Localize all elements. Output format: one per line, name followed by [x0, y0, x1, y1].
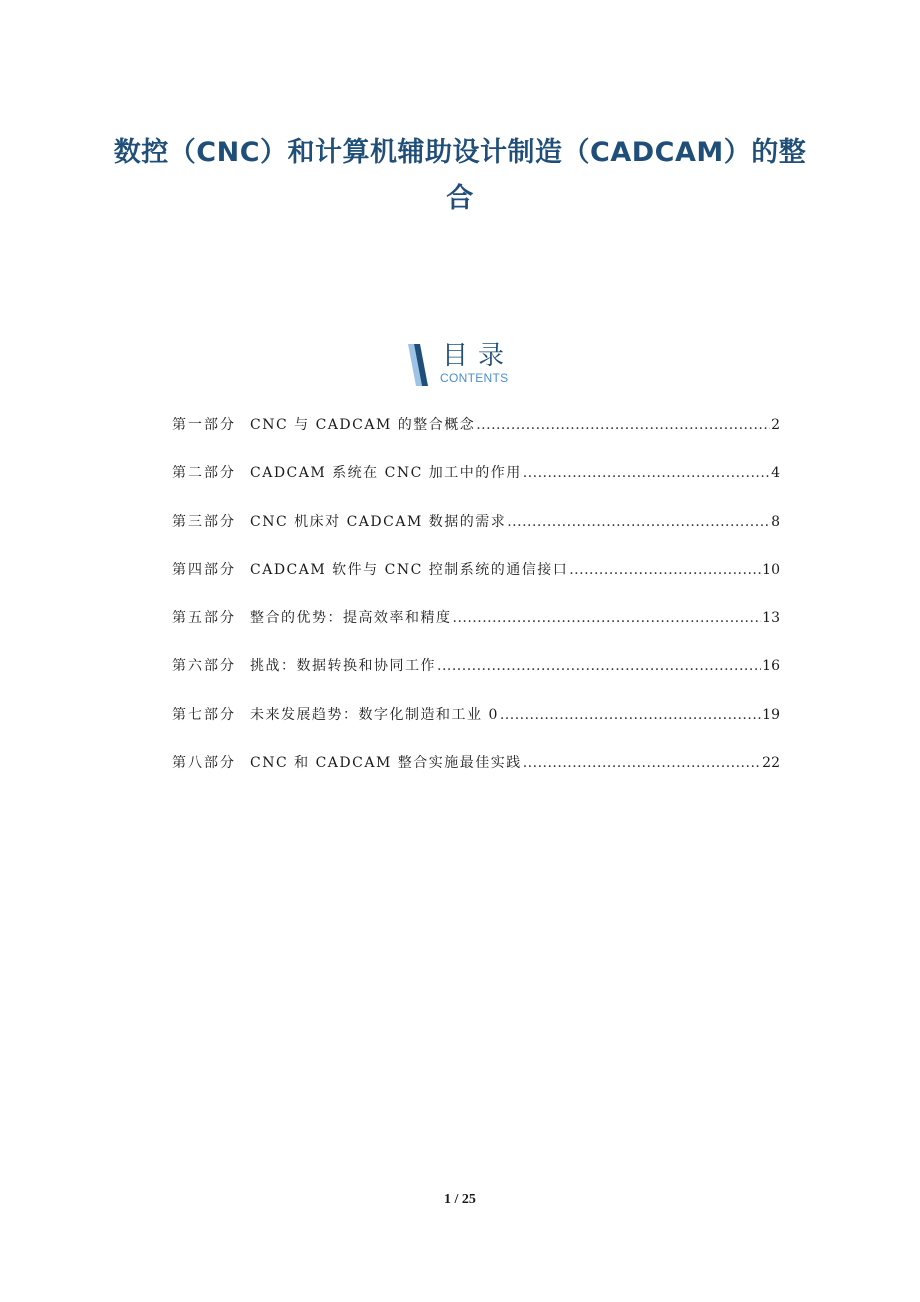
page-number: 1 / 25 — [444, 1192, 476, 1207]
slanted-bar-logo-icon — [408, 344, 428, 386]
toc-entry-title: CADCAM 系统在 CNC 加工中的作用 — [250, 465, 522, 482]
toc-entry-part: 第八部分 — [172, 755, 236, 772]
toc-title: 目录 — [442, 341, 515, 371]
toc-entry-part: 第五部分 — [172, 610, 236, 627]
toc-entry-part: 第二部分 — [172, 465, 236, 482]
toc-entry-leader — [453, 605, 762, 631]
toc-entry[interactable] — [172, 702, 780, 750]
toc-heading — [400, 340, 540, 390]
toc-entry-leader — [523, 460, 770, 486]
toc-entry-part: 第七部分 — [172, 706, 236, 723]
toc-entry-part: 第一部分 — [172, 417, 236, 433]
toc-entry-part: 第四部分 — [172, 561, 236, 578]
toc-entry[interactable] — [172, 509, 780, 557]
toc-entry-title: CNC 和 CADCAM 整合实施最佳实践 — [250, 755, 522, 772]
toc-entry[interactable] — [172, 605, 780, 653]
toc-entry-title: 挑战：数据转换和协同工作 — [250, 658, 436, 675]
toc-entry[interactable] — [172, 557, 780, 605]
toc-entry[interactable] — [172, 412, 780, 460]
toc-entry-title: 未来发展趋势：数字化制造和工业 0 — [250, 706, 499, 723]
toc-entry-page: 4 — [771, 465, 780, 482]
toc-entry-leader — [523, 750, 761, 776]
toc-entry-title: 整合的优势：提高效率和精度 — [250, 610, 452, 627]
toc-entry[interactable] — [172, 750, 780, 798]
toc-entry-leader — [476, 412, 770, 438]
toc-entry-title: CADCAM 软件与 CNC 控制系统的通信接口 — [250, 561, 569, 578]
toc-list — [172, 412, 780, 798]
toc-entry[interactable] — [172, 653, 780, 701]
document-title: 数控（CNC）和计算机辅助设计制造（CADCAM）的整合 — [113, 137, 807, 215]
toc-entry-leader — [569, 557, 761, 583]
toc-entry-leader — [500, 702, 761, 728]
toc-entry-page: 10 — [762, 561, 780, 578]
toc-entry-page: 19 — [762, 706, 780, 723]
toc-entry-page: 2 — [771, 417, 780, 433]
toc-entry-part: 第三部分 — [172, 513, 236, 530]
toc-entry[interactable] — [172, 460, 780, 508]
toc-entry-page: 8 — [771, 513, 780, 530]
toc-entry-part: 第六部分 — [172, 658, 236, 675]
toc-entry-page: 16 — [762, 658, 780, 675]
toc-entry-leader — [437, 653, 761, 679]
toc-entry-page: 13 — [762, 610, 780, 627]
toc-entry-title: CNC 与 CADCAM 的整合概念 — [250, 417, 476, 433]
toc-subtitle: CONTENTS — [440, 371, 509, 385]
toc-entry-leader — [507, 509, 770, 535]
toc-entry-title: CNC 机床对 CADCAM 数据的需求 — [250, 513, 507, 530]
toc-entry-page: 22 — [762, 755, 780, 772]
